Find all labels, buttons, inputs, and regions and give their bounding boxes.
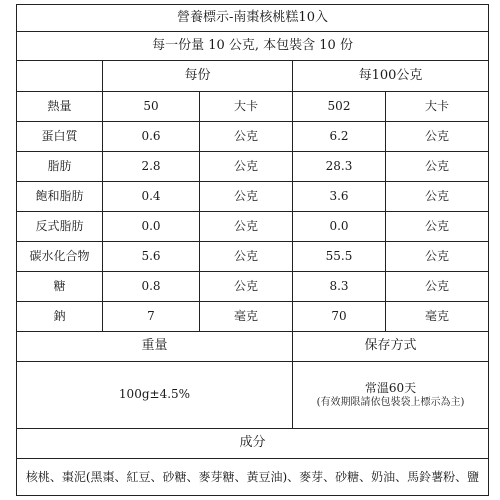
nutrient-unit-per-100g: 公克 bbox=[386, 212, 489, 242]
nutrient-per-serving: 50 bbox=[103, 92, 200, 122]
nutrient-unit-per-100g: 大卡 bbox=[386, 92, 489, 122]
nutrient-name: 脂肪 bbox=[17, 152, 103, 182]
ingredients-header: 成分 bbox=[17, 429, 489, 459]
nutrient-per-100g: 3.6 bbox=[293, 182, 386, 212]
nutrient-unit-per-serving: 公克 bbox=[200, 152, 293, 182]
nutrient-unit-per-serving: 公克 bbox=[200, 182, 293, 212]
nutrient-row bbox=[17, 152, 489, 182]
nutrient-per-serving: 0.6 bbox=[103, 122, 200, 152]
per-100g-header: 每100公克 bbox=[293, 61, 489, 92]
nutrient-unit-per-100g: 公克 bbox=[386, 182, 489, 212]
nutrient-per-serving: 0.0 bbox=[103, 212, 200, 242]
nutrient-unit-per-serving: 公克 bbox=[200, 242, 293, 272]
nutrient-per-100g: 70 bbox=[293, 302, 386, 332]
nutrient-per-100g: 6.2 bbox=[293, 122, 386, 152]
ingredients-header-row bbox=[17, 429, 489, 459]
nutrient-unit-per-serving: 大卡 bbox=[200, 92, 293, 122]
nutrient-per-serving: 0.8 bbox=[103, 272, 200, 302]
nutrient-unit-per-serving: 公克 bbox=[200, 212, 293, 242]
nutrient-per-100g: 502 bbox=[293, 92, 386, 122]
column-header-row bbox=[17, 61, 489, 92]
header-blank-cell bbox=[17, 61, 103, 92]
nutrient-unit-per-100g: 毫克 bbox=[386, 302, 489, 332]
nutrient-rows bbox=[17, 92, 489, 332]
nutrient-row bbox=[17, 122, 489, 152]
nutrient-name: 熱量 bbox=[17, 92, 103, 122]
nutrient-unit-per-100g: 公克 bbox=[386, 152, 489, 182]
storage-header: 保存方式 bbox=[293, 332, 489, 362]
nutrient-row bbox=[17, 92, 489, 122]
per-serving-header: 每份 bbox=[103, 61, 293, 92]
nutrient-row bbox=[17, 242, 489, 272]
nutrient-unit-per-100g: 公克 bbox=[386, 272, 489, 302]
nutrient-unit-per-serving: 公克 bbox=[200, 122, 293, 152]
nutrient-unit-per-100g: 公克 bbox=[386, 122, 489, 152]
meta-value-row bbox=[17, 362, 489, 429]
nutrient-per-serving: 0.4 bbox=[103, 182, 200, 212]
meta-header-row bbox=[17, 332, 489, 362]
nutrition-table bbox=[16, 4, 489, 496]
storage-cell bbox=[293, 362, 489, 429]
nutrient-unit-per-serving: 公克 bbox=[200, 272, 293, 302]
storage-note: (有效期限請依包裝袋上標示為主) bbox=[316, 397, 465, 409]
weight-header: 重量 bbox=[17, 332, 293, 362]
nutrient-per-100g: 8.3 bbox=[293, 272, 386, 302]
nutrient-name: 蛋白質 bbox=[17, 122, 103, 152]
nutrient-per-100g: 55.5 bbox=[293, 242, 386, 272]
nutrient-per-serving: 5.6 bbox=[103, 242, 200, 272]
label-title: 營養標示-南棗核桃糕10入 bbox=[17, 5, 489, 32]
nutrient-name: 碳水化合物 bbox=[17, 242, 103, 272]
title-row bbox=[17, 5, 489, 32]
nutrient-row bbox=[17, 302, 489, 332]
nutrient-row bbox=[17, 212, 489, 242]
nutrient-per-100g: 0.0 bbox=[293, 212, 386, 242]
weight-value: 100g±4.5% bbox=[17, 362, 293, 429]
nutrient-per-serving: 2.8 bbox=[103, 152, 200, 182]
nutrient-per-100g: 28.3 bbox=[293, 152, 386, 182]
storage-value: 常溫60天 bbox=[364, 380, 417, 395]
nutrient-unit-per-100g: 公克 bbox=[386, 242, 489, 272]
serving-row bbox=[17, 32, 489, 61]
nutrient-unit-per-serving: 毫克 bbox=[200, 302, 293, 332]
nutrient-name: 飽和脂肪 bbox=[17, 182, 103, 212]
nutrient-row bbox=[17, 182, 489, 212]
nutrient-per-serving: 7 bbox=[103, 302, 200, 332]
nutrient-name: 反式脂肪 bbox=[17, 212, 103, 242]
serving-info: 每一份量 10 公克, 本包裝含 10 份 bbox=[17, 32, 489, 61]
nutrient-name: 鈉 bbox=[17, 302, 103, 332]
ingredients-row bbox=[17, 459, 489, 496]
nutrient-name: 糖 bbox=[17, 272, 103, 302]
ingredients-text: 核桃、棗泥(黑棗、紅豆、砂糖、麥芽糖、黃豆油)、麥芽、砂糖、奶油、馬鈴薯粉、鹽 bbox=[17, 459, 489, 496]
nutrient-row bbox=[17, 272, 489, 302]
